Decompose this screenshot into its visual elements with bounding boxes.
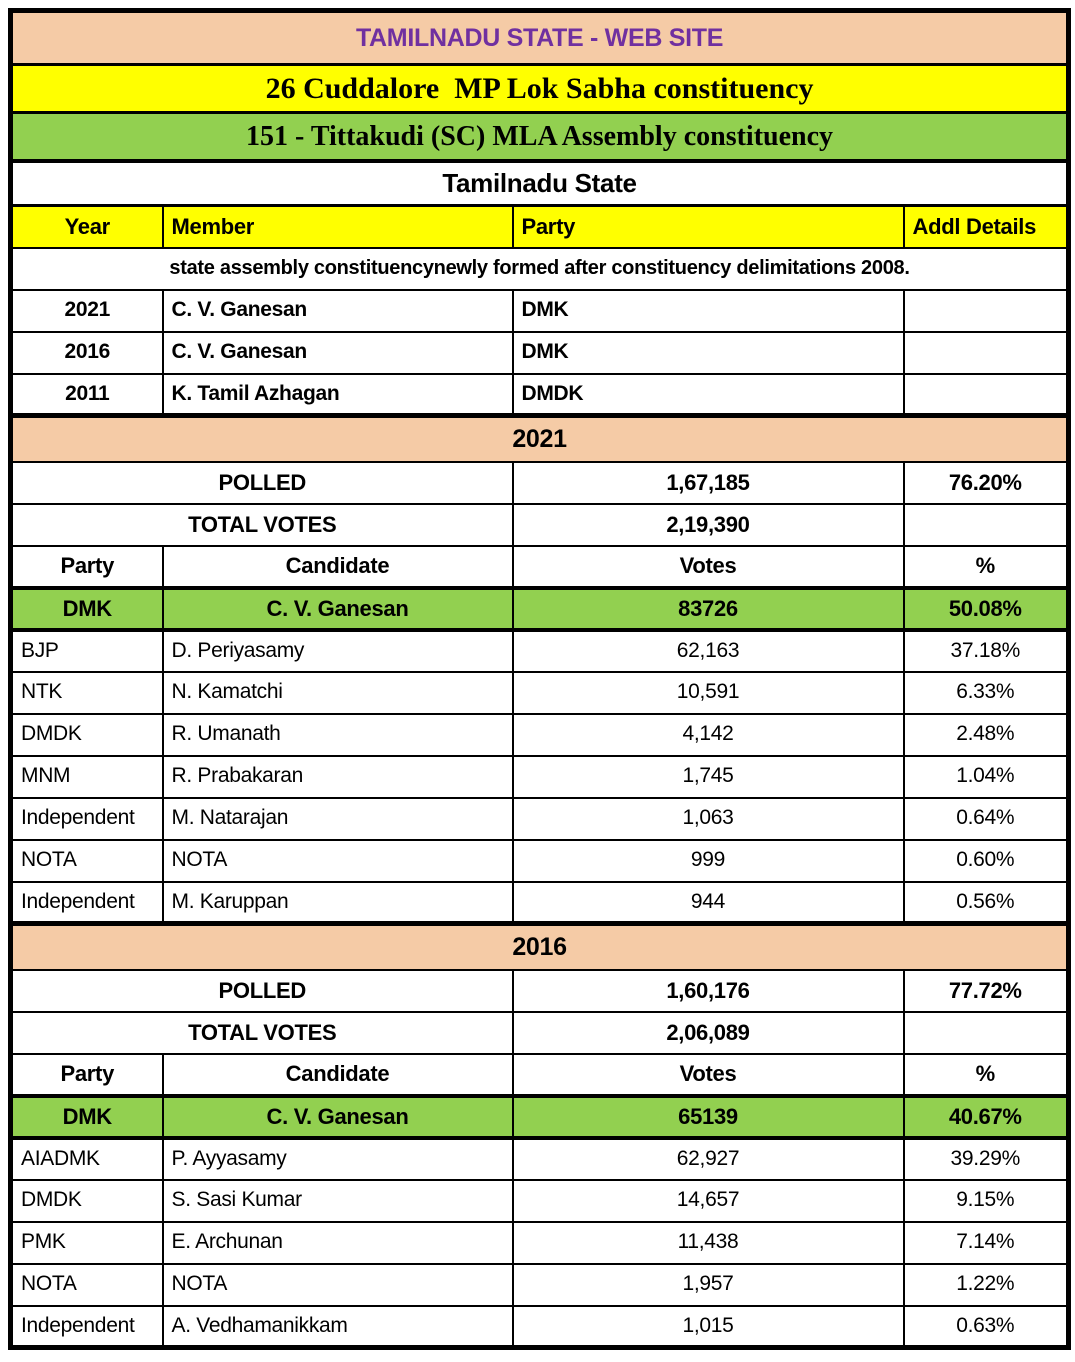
member-year-cell: 2021 (11, 290, 163, 332)
result-votes-cell: 62,927 (513, 1138, 904, 1180)
winner-party-cell: DMK (11, 1096, 163, 1138)
result-pct-cell: 39.29% (904, 1138, 1069, 1180)
result-candidate-cell: NOTA (163, 1264, 513, 1306)
winner-candidate-cell: C. V. Ganesan (163, 588, 513, 630)
total-votes-pct-cell (904, 1012, 1069, 1054)
results-header-cell-pct: % (904, 546, 1069, 588)
result-row (11, 1222, 1069, 1264)
result-votes-cell: 1,015 (513, 1306, 904, 1348)
polled-value-cell: 1,60,176 (513, 970, 904, 1012)
result-party-cell: Independent (11, 1306, 163, 1348)
member-row (11, 332, 1069, 374)
result-party-cell: Independent (11, 798, 163, 840)
result-party-cell: NOTA (11, 1264, 163, 1306)
member-year-cell: 2011 (11, 374, 163, 416)
mla-constituency-cell: 151 - Tittakudi (SC) MLA Assembly constituency (11, 113, 1069, 161)
state-name-cell: Tamilnadu State (11, 161, 1069, 206)
polled-row (11, 970, 1069, 1012)
results-table-body (11, 11, 1069, 1348)
site-title-row (11, 11, 1069, 65)
result-votes-cell: 1,957 (513, 1264, 904, 1306)
result-row (11, 756, 1069, 798)
total-votes-row (11, 1012, 1069, 1054)
polled-pct-cell: 76.20% (904, 462, 1069, 504)
result-row (11, 882, 1069, 924)
result-row (11, 1138, 1069, 1180)
result-row (11, 798, 1069, 840)
winner-votes-cell: 83726 (513, 588, 904, 630)
member-name-cell: C. V. Ganesan (163, 290, 513, 332)
result-pct-cell: 1.22% (904, 1264, 1069, 1306)
result-votes-cell: 1,745 (513, 756, 904, 798)
member-addl-cell (904, 290, 1069, 332)
result-candidate-cell: P. Ayyasamy (163, 1138, 513, 1180)
polled-label-cell: POLLED (11, 970, 513, 1012)
member-row (11, 290, 1069, 332)
result-row (11, 840, 1069, 882)
members-header-cell-year: Year (11, 206, 163, 248)
member-party-cell: DMDK (513, 374, 904, 416)
result-row (11, 672, 1069, 714)
polled-label-cell: POLLED (11, 462, 513, 504)
result-candidate-cell: S. Sasi Kumar (163, 1180, 513, 1222)
result-candidate-cell: A. Vedhamanikkam (163, 1306, 513, 1348)
result-votes-cell: 944 (513, 882, 904, 924)
results-header-cell-votes: Votes (513, 546, 904, 588)
members-header-cell-party: Party (513, 206, 904, 248)
site-title-cell: TAMILNADU STATE - WEB SITE (11, 11, 1069, 65)
results-header-cell-party: Party (11, 546, 163, 588)
total-votes-value-cell: 2,19,390 (513, 504, 904, 546)
result-party-cell: BJP (11, 630, 163, 672)
member-row (11, 374, 1069, 416)
election-year-row (11, 416, 1069, 462)
result-row (11, 1180, 1069, 1222)
result-party-cell: PMK (11, 1222, 163, 1264)
polled-pct-cell: 77.72% (904, 970, 1069, 1012)
results-header-cell-candidate: Candidate (163, 1054, 513, 1096)
result-pct-cell: 6.33% (904, 672, 1069, 714)
member-addl-cell (904, 332, 1069, 374)
results-header-cell-pct: % (904, 1054, 1069, 1096)
total-votes-label-cell: TOTAL VOTES (11, 504, 513, 546)
total-votes-value-cell: 2,06,089 (513, 1012, 904, 1054)
result-votes-cell: 999 (513, 840, 904, 882)
result-pct-cell: 0.64% (904, 798, 1069, 840)
result-pct-cell: 37.18% (904, 630, 1069, 672)
member-name-cell: K. Tamil Azhagan (163, 374, 513, 416)
polled-row (11, 462, 1069, 504)
result-candidate-cell: M. Karuppan (163, 882, 513, 924)
mp-constituency-row (11, 65, 1069, 113)
total-votes-label-cell: TOTAL VOTES (11, 1012, 513, 1054)
members-note-cell: state assembly constituencynewly formed after constituency delimitations 2008. (11, 248, 1069, 290)
members-header-cell-member: Member (163, 206, 513, 248)
constituency-results-table (8, 8, 1071, 1350)
members-header-row (11, 206, 1069, 248)
result-party-cell: MNM (11, 756, 163, 798)
winner-row (11, 1096, 1069, 1138)
result-candidate-cell: R. Prabakaran (163, 756, 513, 798)
result-pct-cell: 0.63% (904, 1306, 1069, 1348)
result-row (11, 1306, 1069, 1348)
result-pct-cell: 0.60% (904, 840, 1069, 882)
result-pct-cell: 0.56% (904, 882, 1069, 924)
result-party-cell: DMDK (11, 714, 163, 756)
result-votes-cell: 62,163 (513, 630, 904, 672)
result-pct-cell: 9.15% (904, 1180, 1069, 1222)
total-votes-row (11, 504, 1069, 546)
result-candidate-cell: M. Natarajan (163, 798, 513, 840)
election-year-cell: 2021 (11, 416, 1069, 462)
result-row (11, 630, 1069, 672)
results-header-row (11, 546, 1069, 588)
election-year-row (11, 924, 1069, 970)
winner-candidate-cell: C. V. Ganesan (163, 1096, 513, 1138)
result-row (11, 1264, 1069, 1306)
results-header-cell-candidate: Candidate (163, 546, 513, 588)
result-candidate-cell: N. Kamatchi (163, 672, 513, 714)
result-votes-cell: 11,438 (513, 1222, 904, 1264)
winner-votes-cell: 65139 (513, 1096, 904, 1138)
winner-pct-cell: 40.67% (904, 1096, 1069, 1138)
result-candidate-cell: R. Umanath (163, 714, 513, 756)
member-addl-cell (904, 374, 1069, 416)
result-votes-cell: 14,657 (513, 1180, 904, 1222)
result-candidate-cell: D. Periyasamy (163, 630, 513, 672)
winner-row (11, 588, 1069, 630)
result-party-cell: AIADMK (11, 1138, 163, 1180)
polled-value-cell: 1,67,185 (513, 462, 904, 504)
result-party-cell: Independent (11, 882, 163, 924)
election-year-cell: 2016 (11, 924, 1069, 970)
result-pct-cell: 1.04% (904, 756, 1069, 798)
members-note-row (11, 248, 1069, 290)
total-votes-pct-cell (904, 504, 1069, 546)
result-votes-cell: 4,142 (513, 714, 904, 756)
member-year-cell: 2016 (11, 332, 163, 374)
result-votes-cell: 10,591 (513, 672, 904, 714)
result-pct-cell: 7.14% (904, 1222, 1069, 1264)
members-header-cell-addl-details: Addl Details (904, 206, 1069, 248)
result-party-cell: DMDK (11, 1180, 163, 1222)
result-pct-cell: 2.48% (904, 714, 1069, 756)
result-candidate-cell: E. Archunan (163, 1222, 513, 1264)
result-party-cell: NOTA (11, 840, 163, 882)
result-candidate-cell: NOTA (163, 840, 513, 882)
result-votes-cell: 1,063 (513, 798, 904, 840)
result-row (11, 714, 1069, 756)
mp-constituency-cell: 26 Cuddalore MP Lok Sabha constituency (11, 65, 1069, 113)
winner-party-cell: DMK (11, 588, 163, 630)
mla-constituency-row (11, 113, 1069, 161)
winner-pct-cell: 50.08% (904, 588, 1069, 630)
member-name-cell: C. V. Ganesan (163, 332, 513, 374)
results-header-row (11, 1054, 1069, 1096)
state-name-row (11, 161, 1069, 206)
result-party-cell: NTK (11, 672, 163, 714)
results-header-cell-votes: Votes (513, 1054, 904, 1096)
results-header-cell-party: Party (11, 1054, 163, 1096)
member-party-cell: DMK (513, 290, 904, 332)
member-party-cell: DMK (513, 332, 904, 374)
